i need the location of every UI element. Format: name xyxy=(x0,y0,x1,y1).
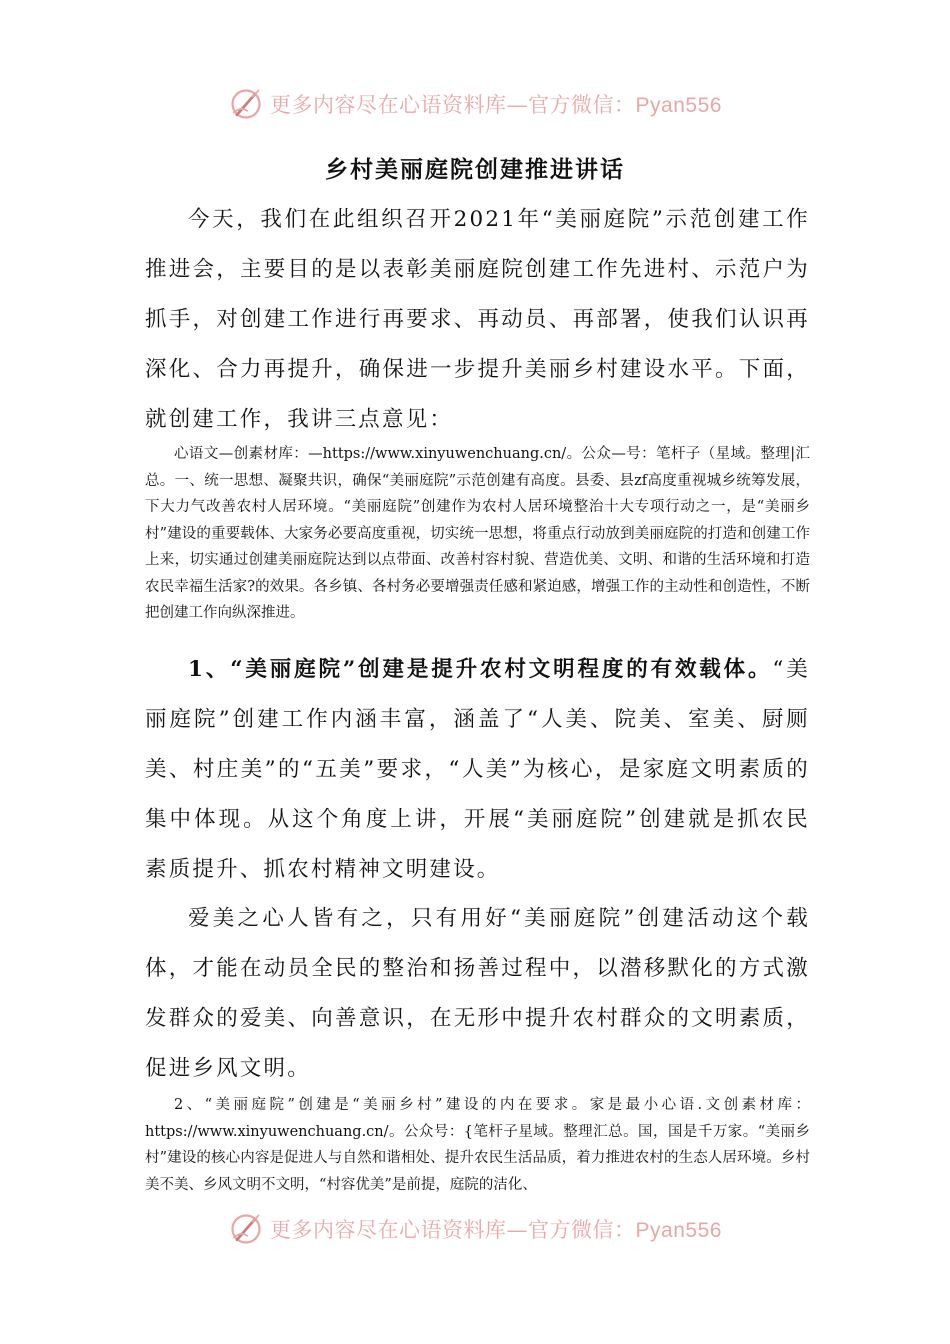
header-banner xyxy=(0,82,950,126)
point-one-body: “美丽庭院”创建工作内涵丰富，涵盖了“人美、院美、室美、厨厕美、村庄美”的“五美”要求，“人美”为核心，是家庭文明素质的集中体现。从这个角度上讲，开展“美丽庭院”创建就是抓农民素质提升、抓农村精神文明建设。 xyxy=(145,657,810,882)
banner-text xyxy=(270,89,722,119)
paragraph-intro: 今天，我们在此组织召开2021年“美丽庭院”示范创建工作推进会，主要目的是以表彰美丽庭院创建工作先进村、示范户为抓手，对创建工作进行再要求、再动员、再部署，使我们认识再深化、合力再提升，确保进一步提升美丽乡村建设水平。下面，就创建工作，我讲三点意见： xyxy=(145,207,810,432)
paragraph-point-two: 2、“美丽庭院”创建是“美丽乡村”建设的内在要求。家是最小心语.文创素材库：https://www.xinyuwenchuang.cn/。公众号：{笔杆子星域。整理汇总。国，国是千万家。“美丽乡村”建设的核心内容是促进人与自然和谐相处、提升农民生活品质，着力推进农村的生态人居环境。乡村美不美、乡风文明不文明，“村容优美”是前提，庭院的洁化、 xyxy=(145,1097,810,1193)
footer-banner xyxy=(0,1207,950,1251)
banner-text xyxy=(270,1214,722,1244)
banner-wechat-id: Pyan556 xyxy=(635,1219,722,1242)
banner-slogan: 更多内容尽在心语资料库—官方微信： xyxy=(270,93,636,117)
point-one-heading: 1、“美丽庭院”创建是提升农村文明程度的有效载体。 xyxy=(188,657,773,682)
banner-wechat-id: Pyan556 xyxy=(635,94,722,117)
pen-logo-icon xyxy=(228,86,264,122)
document-title: 乡村美丽庭院创建推进讲话 xyxy=(325,156,625,183)
paragraph-section-one: 心语文—创素材库：—https://www.xinyuwenchuang.cn/。公众—号：笔杆子（星域。整理|汇总。一、统一思想、凝聚共识，确保“美丽庭院”示范创建有高度。县委、县zf高度重视城乡统筹发展，下大力气改善农村人居环境。“美丽庭院”创建作为农村人居环境整治十大专项行动之一，是“美丽乡村”建设的重要载体、大家务必要高度重视，切实统一思想，将重点行动放到美丽庭院的打造和创建工作上来，切实通过创建美丽庭院达到以点带面、改善村容村貌、营造优美、文明、和谐的生活环境和打造农民幸福生活家?的效果。各乡镇、各村务必要增强责任感和紧迫感，增强工作的主动性和创造性，不断把创建工作向纵深推进。 xyxy=(145,446,810,621)
paragraph-beauty: 爱美之心人皆有之，只有用好“美丽庭院”创建活动这个载体，才能在动员全民的整治和扬善过程中，以潜移默化的方式激发群众的爱美、向善意识，在无形中提升农村群众的文明素质，促进乡风文明。 xyxy=(145,906,810,1081)
pen-logo-icon xyxy=(228,1211,264,1247)
banner-slogan: 更多内容尽在心语资料库—官方微信： xyxy=(270,1218,636,1242)
paragraph-point-one xyxy=(145,645,810,895)
